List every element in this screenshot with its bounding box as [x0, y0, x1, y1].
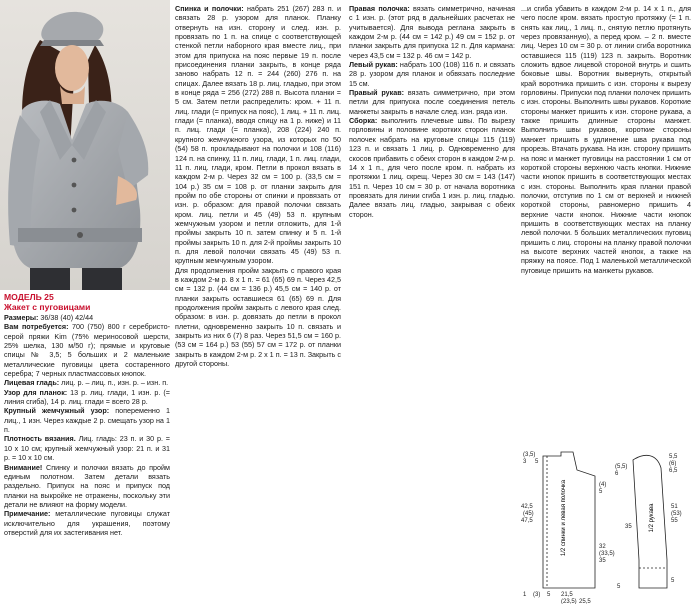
dim-label: 5,5	[669, 454, 678, 460]
column-4-text	[521, 4, 691, 444]
paragraph: Правая полочка: вязать симметрично, начиная с 1 изн. р. (этот ряд в дальнейших расчетах не учитывается). Для вывода реглана закрыть в каждом 2-м р. (44 см = 142 р.) 49 см = 152 р. от планки закрыть для припуска 12 п. Для кармана: через 43,5 см = 132 р. 46 см = 142 р.	[349, 4, 515, 60]
dim-label: 32	[599, 544, 606, 550]
paragraph: ...и сгиба убавить в каждом 2-м р. 14 х 1 п., для чего после кром. вязать простую протяжку (= 1 п. снять как лиц., 1 лиц. п., снятую петлю протянуть через провязанную), а перед кром. – 2 п. вместе лиц. Через 10 см = 30 р. от линии сгиба воротника оставшиеся 115 (119) 123 п. закрыть. Воротник сложить вдвое лицевой стороной внутрь и сшить боковые швы. Воротник вывернуть, открытый край воротника пришить с изн. стороны к вырезу горловины. Припуски под планки полочек пришить с изн. стороны. Выполнить швы рукавов. Короткие стороны манжет пришить к изн. стороне рукава, а также пришить длинные стороны манжет. Выполнить швы рукавов, короткие стороны манжет пришить в удлинение шва рукава под прорезь. Втачать рукава. На изн. сторону пришить на пояс и манжет пуговицы на расстоянии 1 см от короткой стороны верхнюю часть кнопки. Нижние части кнопок пришить в соответствующих местах с изн. стороны. Выполнить края планки правой полочки, отступив по 1 см от верхней и нижней короткой стороны, равномерно пришить 4 верхние части кнопок. Нижние части кнопок пришить в соответствующих местах на планку левой полочки. 5 больших металлических пуговиц пришить с лиц. стороны на планку правой полочки на высоте верхних частей кнопок, а также на пряжку на поясе. Под 1 маленькой металлической пуговице пришить на манжеты рукавов.	[521, 4, 691, 275]
dim-label: 51	[671, 504, 678, 510]
dim-label: (5,5)	[615, 464, 628, 470]
paragraph: Размеры: 36/38 (40) 42/44	[4, 313, 94, 322]
dim-label: (6)	[669, 461, 677, 467]
pattern-schematic	[521, 448, 693, 604]
dim-label: 5	[535, 459, 539, 465]
paragraph: Вам потребуется: 700 (750) 800 г серебристо-серой пряжи Kim (75% мериносовой шерсти, 25% шелка, 130 м/50 г); прямые и круговые спицы № 3,5; 5 больших и 2 маленькие металлические пуговицы цвета состаренного серебра; 7 черных пластмассовых кнопок.	[4, 322, 171, 379]
dim-label: 3	[523, 459, 527, 465]
column-2-text	[175, 4, 341, 368]
dim-label: 35	[599, 558, 606, 564]
dim-label: 55	[671, 518, 678, 524]
paragraph: Правый рукав: вязать симметрично, при этом петли для припуска после соединения петель манжеты закрыть в начале след. изн. ряда изн.	[349, 88, 515, 116]
dim-label: 6,5	[669, 468, 678, 474]
paragraph: Внимание! Спинку и полочки вязать до пройм единым полотном. Затем детали вязать раздельно. Припуск на пояс и припуск под планки на выкройке не отражены, поскольку эти детали не влияют на форму модели.	[4, 462, 170, 509]
dim-label: 21,5	[561, 592, 573, 598]
dim-label: 25,5	[579, 599, 591, 604]
paragraph: Узор для планок: 13 р. лиц. глади, 1 изн. р. (= линия сгиба), 14 р. лиц. глади = всего 28 р.	[4, 387, 170, 407]
dim-label: (3)	[533, 592, 541, 598]
sleeve-label: 1/2 рукава	[649, 503, 655, 533]
dim-label: 5	[547, 592, 551, 598]
paragraph: Левый рукав: набрать 100 (108) 116 п. и связать 28 р. узором для планок и обвязать последние 15 см.	[349, 60, 516, 88]
dim-label: (23,5)	[561, 599, 577, 604]
body-outline	[543, 452, 595, 588]
paragraph: Примечание: металлические пуговицы служат исключительно для украшения, поэтому отверстий для их застегивания нет.	[4, 509, 170, 537]
dim-label: (53)	[671, 511, 682, 517]
paragraph: Для продолжения пройм закрыть с правого края в каждом 2-м р. 8 х 1 п. = 61 (65) 69 п. Через 42,5 см = 132 р. (44 см = 136 р.) 45,5 см = 140 р. от планки закрыть оставшиеся 61 (65) 69 п. Для продолжения пройм закрыть с левого края след. образом: в изн. р. довязать до петли в прокол плетни, одновременно закрыть 10 п. связать и закрыть из них 6 (7) 8 раз. Через 51,5 см = 160 р. (53 см = 164 р.) 53 (55) 57 см = 172 р. от планки закрыть в каждом 2-м р. 2 х 1 п. = 13 п. Закрыть с другой стороны.	[175, 265, 341, 369]
model-number: МОДЕЛЬ 25	[4, 292, 54, 302]
dim-label: (33,5)	[599, 551, 615, 557]
dim-label: 6	[615, 471, 619, 477]
dim-label: (45)	[523, 511, 534, 517]
paragraph: Плотность вязания. Лиц. гладь: 23 п. и 30 р. = 10 х 10 см; крупный жемчужный узор: 21 п. и 31 р. = 10 х 10 см.	[4, 434, 170, 463]
model-subtitle: Жакет с пуговицами	[4, 302, 91, 312]
column-1-text	[4, 313, 170, 537]
model-photo	[0, 0, 170, 290]
column-3-text	[349, 4, 515, 219]
model-photo-image	[0, 0, 170, 290]
dim-label: 5	[599, 489, 603, 495]
model-title-block	[4, 292, 90, 312]
dim-label: (4)	[599, 482, 607, 488]
dim-label: 5	[671, 578, 675, 584]
paragraph: Спинка и полочки: набрать 251 (267) 283 п. и связать 28 р. узором для планок. Планку отвернуть на изн. сторону и след. изн. р. провязать по 1 п. на спице с соответствующей стенкой петли наборного края вместе лиц., при этом для припуска на пояс первые 19 п. после присоединения планки закрыть, в конце ряда заново набрать 12 п. = 244 (260) 276 п. на спицах. Далее вязать 18 р. лиц. гладью, при этом в конце ряда = 256 (272) 288 п. Высота планки = 5 см. Затем петли распределить: кром. + 11 п. лиц. глади (= припуск на пояс), 1 лиц. + 11 п. лиц. глади (= планка), вводя спицу на 1 р. ниже) и 11 п. лиц. глади (= планка), 208 (224) 240 п. крупного жемчужного узора, из которых по 50 (54) 58 п. прокладывают на полочки и 108 (116) 124 п. на спинку, 11 п. лиц. глади, 1 п. лиц. глади, 11 п. лиц. глади, кром. Петли в прокол вязать в каждом 2-м р. Через 32 см = 100 р. (33,5 см = 104 р.) 35 см = 108 р. от планки закрыть для пройм по обе стороны от спинки и провязать от изн. р. образом: для правой полочки связать кром. лиц. петли и 45 (49) 53 п. крупным жемчужным узором и петли отложить, для 1-й проймы закрыть 10 п. затем спинку и 5 п. 1-й проймы закрыть 10 п. для 2-й проймы закрыть 10 п. для левой полочки связать 45 (49) 53 п. крупным жемчужным узором.	[175, 4, 341, 266]
dim-label: 42,5	[521, 504, 533, 510]
dim-label: 5	[617, 584, 621, 590]
paragraph: Лицевая гладь: лиц. р. – лиц. п., изн. р. – изн. п.	[4, 378, 169, 388]
dim-label: 35	[625, 524, 632, 530]
paragraph: Крупный жемчужный узор: попеременно 1 лиц., 1 изн. Через каждые 2 р. смещать узор на 1 п.	[4, 406, 170, 435]
body-label: 1/2 спинки и левая полочка	[561, 479, 567, 557]
dim-label: (3,5)	[523, 452, 536, 458]
dim-label: 47,5	[521, 518, 533, 524]
paragraph: Сборка: выполнить плечевые швы. По вырезу горловины и половине коротких сторон планок полочек набрать на круговые спицы 115 (119) 123 п. и связать 1 лиц. р. Одновременно для скосов прибавить с обеих сторон в каждом 2-м р. 14 х 1 п., для чего после кром. п. набрать из протяжки 1 лиц. скрещ. Через 30 см = 143 (147) 151 п. Через 10 см = 30 р. от начала воротника провязать для линии сгиба 1 изн. р. лиц. гладью. Далее вязать лиц. гладью, закрывая с обеих сторон.	[349, 116, 515, 219]
dim-label: 1	[523, 592, 527, 598]
